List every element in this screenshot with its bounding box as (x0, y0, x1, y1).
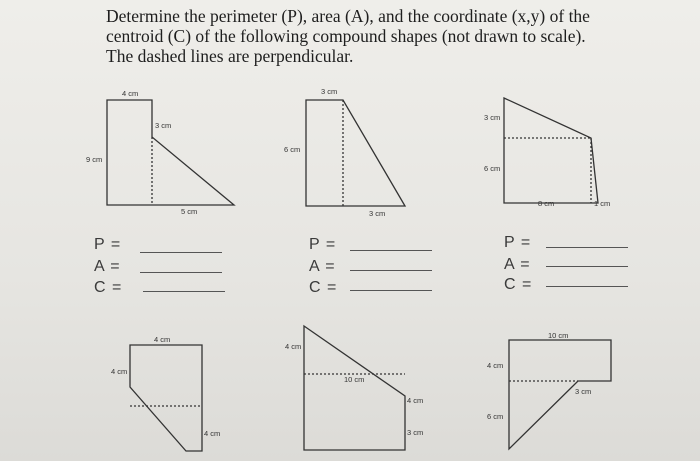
shape-4-label-left: 4 cm (111, 367, 128, 376)
shape-3-label-bottom-left: 8 cm (538, 199, 555, 208)
shape-1-label-inner: 3 cm (155, 121, 172, 130)
shape-3-label-left: 6 cm (484, 164, 501, 173)
col3-centroid-label: C = (504, 276, 533, 293)
col3-centroid-blank[interactable] (546, 286, 628, 287)
shape-2-label-left: 6 cm (284, 145, 301, 154)
shape-3-label-top: 3 cm (484, 113, 501, 122)
shape-5-label-middle: 10 cm (344, 375, 365, 384)
col2-centroid-label: C = (309, 279, 338, 296)
col2-perimeter-label: P = (309, 236, 337, 253)
col1-perimeter-label: P = (94, 236, 122, 253)
shape-5-label-bottom: 3 cm (407, 428, 424, 437)
col1-centroid-blank[interactable] (143, 291, 225, 292)
shape-6-outline (509, 340, 611, 449)
col2-perimeter-blank[interactable] (350, 250, 432, 251)
shape-4-label-bottom: 4 cm (204, 429, 221, 438)
shape-4-label-top: 4 cm (154, 335, 171, 344)
col3-area-label: A = (504, 256, 531, 273)
shape-6-label-top: 10 cm (548, 331, 569, 340)
shape-1-label-top: 4 cm (122, 89, 139, 98)
col1-area-label: A = (94, 258, 121, 275)
col1-centroid-label: C = (94, 279, 123, 296)
shape-2-label-top: 3 cm (321, 87, 338, 96)
shape-5-outline (304, 326, 405, 450)
col3-perimeter-label: P = (504, 234, 532, 251)
shape-6-label-right: 3 cm (575, 387, 592, 396)
col3-area-blank[interactable] (546, 266, 628, 267)
prompt-line-1: Determine the perimeter (P), area (A), and the coordinate (x,y) of the (106, 6, 590, 26)
shape-6-label-left-bottom: 6 cm (487, 412, 504, 421)
col2-area-blank[interactable] (350, 270, 432, 271)
prompt-line-2: centroid (C) of the following compound shapes (not drawn to scale). (106, 26, 586, 46)
shape-6-label-left-top: 4 cm (487, 361, 504, 370)
shape-1-label-bottom: 5 cm (181, 207, 198, 216)
prompt-line-3: The dashed lines are perpendicular. (106, 46, 354, 66)
shape-3-outline (504, 98, 598, 203)
shape-4-outline (130, 345, 202, 451)
shape-1-outline (107, 100, 234, 205)
col2-centroid-blank[interactable] (350, 290, 432, 291)
shape-5-label-right: 4 cm (407, 396, 424, 405)
col3-perimeter-blank[interactable] (546, 247, 628, 248)
shape-2-label-bottom: 3 cm (369, 209, 386, 218)
shape-2-outline (306, 100, 405, 206)
col1-perimeter-blank[interactable] (140, 252, 222, 253)
col1-area-blank[interactable] (140, 272, 222, 273)
shape-5-label-left: 4 cm (285, 342, 302, 351)
shape-1-label-left: 9 cm (86, 155, 103, 164)
col2-area-label: A = (309, 258, 336, 275)
shape-3-label-bottom-right: 1 cm (594, 199, 611, 208)
